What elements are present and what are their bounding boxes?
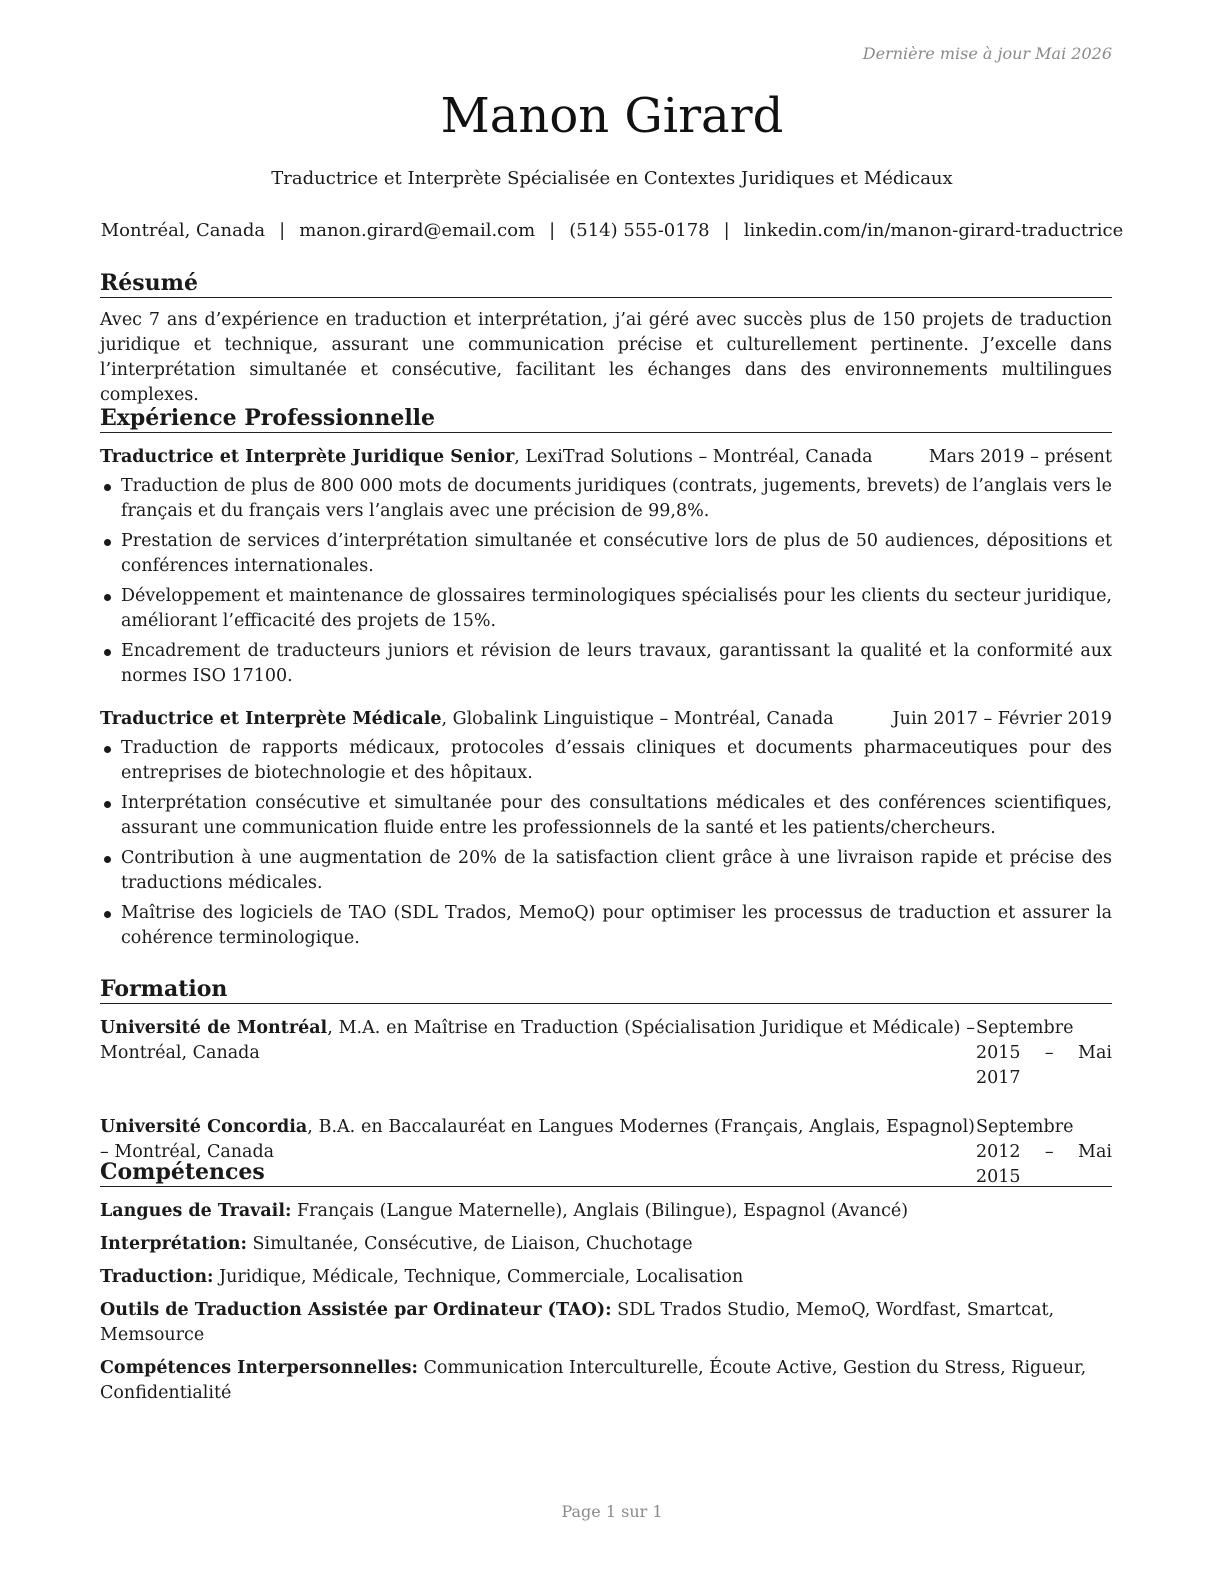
job-entry <box>100 445 1112 689</box>
education-entry <box>100 1016 1112 1091</box>
summary-section <box>100 270 1112 408</box>
contact-location: Montréal, Canada <box>100 220 266 241</box>
skill-row <box>100 1356 1112 1406</box>
education-detail: , B.A. en Baccalauréat en Langues Modernes (Français, Anglais, Espagnol) – Montréal, Canada <box>100 1117 976 1162</box>
last-update-date: Dernière mise à jour Mai 2026 <box>862 44 1112 63</box>
list-item: Développement et maintenance de glossaires terminologiques spécialisés pour les clients du secteur juridique, améliorant l’efficacité des projets de 15%. <box>100 584 1112 634</box>
job-entry <box>100 707 1112 951</box>
skill-value: Français (Langue Maternelle), Anglais (Bilingue), Espagnol (Avancé) <box>291 1201 909 1221</box>
page-number: Page 1 sur 1 <box>561 1502 663 1521</box>
summary-text: Avec 7 ans d’expérience en traduction et interprétation, j’ai géré avec succès plus de 150 projets de traduction juridique et technique, assurant une communication précise et culturellement pertinente. J’excelle dans l’interprétation simultanée et consécutive, facilitant les échanges dans des environnements multilingues complexes. <box>100 310 1112 405</box>
contact-separator: | <box>549 220 556 241</box>
list-item: Traduction de plus de 800 000 mots de documents juridiques (contrats, jugements, brevets) de l’anglais vers le français et du français vers l’anglais avec une précision de 99,8%. <box>100 474 1112 524</box>
skill-value: Communication Interculturelle, Écoute Active, Gestion du Stress, Rigueur, Confidentialité <box>100 1358 1087 1403</box>
skill-row <box>100 1265 1112 1290</box>
job-company: , Globalink Linguistique – Montréal, Canada <box>441 709 834 729</box>
section-title-summary: Résumé <box>100 270 1112 298</box>
candidate-name: Manon Girard <box>440 88 784 144</box>
skill-value: Simultanée, Consécutive, de Liaison, Chuchotage <box>246 1234 693 1254</box>
education-detail: , M.A. en Maîtrise en Traduction (Spécialisation Juridique et Médicale) – Montréal, Canada <box>100 1018 975 1063</box>
skill-row <box>100 1199 1112 1224</box>
skill-row <box>100 1298 1112 1348</box>
skill-label: Outils de Traduction Assistée par Ordinateur (TAO): <box>100 1300 612 1320</box>
job-bullets <box>100 736 1112 951</box>
job-dates: Juin 2017 – Février 2019 <box>892 709 1112 729</box>
education-dates: Septembre 2012 – Mai 2015 <box>976 1117 1112 1187</box>
contact-email[interactable]: manon.girard@email.com <box>299 220 536 241</box>
section-title-education: Formation <box>100 976 1112 1004</box>
skill-label: Langues de Travail: <box>100 1201 292 1221</box>
skill-row <box>100 1232 1112 1257</box>
contact-separator: | <box>723 220 730 241</box>
skills-section <box>100 1159 1112 1414</box>
contact-line <box>0 220 1224 241</box>
job-role: Traductrice et Interprète Juridique Senior <box>100 447 515 467</box>
professional-title: Traductrice et Interprète Spécialisée en Contextes Juridiques et Médicaux <box>271 168 953 189</box>
section-title-skills: Compétences <box>100 1159 1112 1187</box>
contact-phone[interactable]: (514) 555-0178 <box>569 220 710 241</box>
contact-linkedin[interactable]: linkedin.com/in/manon-girard-traductrice <box>743 220 1124 241</box>
list-item: Prestation de services d’interprétation simultanée et consécutive lors de plus de 50 audiences, dépositions et conférences internationales. <box>100 529 1112 579</box>
job-header <box>100 707 1112 732</box>
job-role: Traductrice et Interprète Médicale <box>100 709 442 729</box>
job-bullets <box>100 474 1112 689</box>
skill-value: Juridique, Médicale, Technique, Commerciale, Localisation <box>213 1267 744 1287</box>
experience-section <box>100 405 1112 956</box>
skill-value: SDL Trados Studio, MemoQ, Wordfast, Smartcat, Memsource <box>100 1300 1055 1345</box>
education-section <box>100 976 1112 1190</box>
education-dates: Septembre 2015 – Mai 2017 <box>976 1018 1112 1088</box>
list-item: Contribution à une augmentation de 20% de la satisfaction client grâce à une livraison rapide et précise des traductions médicales. <box>100 846 1112 896</box>
list-item: Interprétation consécutive et simultanée pour des consultations médicales et des conférences scientifiques, assurant une communication fluide entre les professionnels de la santé et les patients/chercheurs. <box>100 791 1112 841</box>
job-dates: Mars 2019 – présent <box>928 447 1112 467</box>
education-school: Université Concordia <box>100 1117 308 1137</box>
list-item: Encadrement de traducteurs juniors et révision de leurs travaux, garantissant la qualité et la conformité aux normes ISO 17100. <box>100 639 1112 689</box>
education-school: Université de Montréal <box>100 1018 328 1038</box>
section-title-experience: Expérience Professionnelle <box>100 405 1112 433</box>
job-company: , LexiTrad Solutions – Montréal, Canada <box>514 447 873 467</box>
skill-label: Traduction: <box>100 1267 214 1287</box>
job-header <box>100 445 1112 470</box>
list-item: Maîtrise des logiciels de TAO (SDL Trados, MemoQ) pour optimiser les processus de traduction et assurer la cohérence terminologique. <box>100 901 1112 951</box>
skill-label: Compétences Interpersonnelles: <box>100 1358 418 1378</box>
contact-separator: | <box>279 220 286 241</box>
skill-label: Interprétation: <box>100 1234 247 1254</box>
list-item: Traduction de rapports médicaux, protocoles d’essais cliniques et documents pharmaceutiques pour des entreprises de biotechnologie et des hôpitaux. <box>100 736 1112 786</box>
